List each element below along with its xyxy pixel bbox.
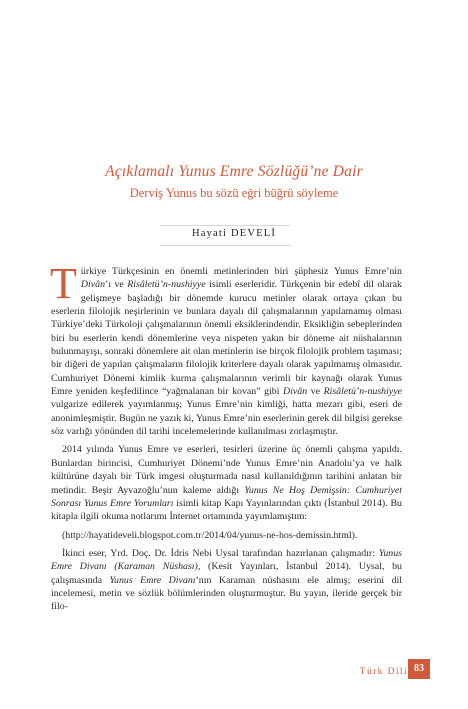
drop-cap: T	[50, 259, 77, 308]
work-title-risale: Risâletü’n-nushiyye	[127, 279, 206, 291]
paragraph-4	[51, 547, 402, 614]
article-title: Açıklamalı Yunus Emre Sözlüğü’ne Dair	[105, 163, 363, 180]
work-title-divan: Divân	[283, 386, 308, 398]
paragraph-3-url: (http://hayatideveli.blogspot.com.tr/2014/04/yunus-ne-hos-demissin.html).	[62, 529, 358, 541]
paragraph-2	[51, 443, 402, 523]
paragraph-2-text: isimli kitap Kapı Yayınlarından çıktı (İstanbul 2014). Bu kitapla ilgili okuma notlarımı İnternet ortamında yayımlamıştım:	[51, 497, 402, 523]
paragraph-1-text: vulgarize edilerek yayımlanmış; Yunus Emre’nin kimliği, hatta mezarı gibi, eseri de anonimleşmiştir. Bugün ne yazık ki, Yunus Emre’nin eserlerinin gerek dil bilgisi gerekse söz varlığı yönünden dil tarihi incelemelerinde kullanılması zorlaşmıştır.	[51, 399, 402, 438]
work-title-divan: Yunus Emre Divanı	[109, 574, 196, 586]
author-name: Hayati DEVELİ	[191, 228, 277, 239]
page-number: 83	[408, 659, 430, 679]
work-title-risale: Risâletü’n-nushiyye	[323, 386, 402, 398]
paragraph-1-text: ve	[307, 386, 324, 398]
book-title-ayvazoglu: Yunus Ne Hoş Demişsin: Cumhuriyet Sonrası Yunus Emre Yorumları	[51, 484, 403, 509]
paragraph-4-text: İkinci eser, Yrd. Doç. Dr. İdris Nebi Uysal tarafından hazırlanan çalışmadır:	[62, 547, 379, 559]
paragraph-2-text: 2014 yılında Yunus Emre ve eserleri, tesirleri üzerine üç önemli çalışma yapıldı. Bunlardan birincisi, Cumhuriyet Dönemi’nde Yunus Emre’nin Anadolu’ya ve halk kültürüne dayalı bir Türk imgesi oluşturmada nasıl kullanıldığının tarihini anlatan bir metindir. Beşir Ayvazoğlu’nun kaleme aldığı	[51, 444, 402, 496]
paragraph-4-text: (Kesit Yayınları, İstanbul 2014). Uysal, bu çalışmasında	[51, 561, 402, 586]
article-subtitle: Derviş Yunus bu sözü eğri büğrü söyleme	[129, 186, 339, 200]
journal-name: Türk Dili	[359, 667, 408, 677]
book-title-uysal: Yunus Emre Divanı (Karaman Nüshası),	[51, 547, 402, 573]
paragraph-1-text: ürkiye Türkçesinin en önemli metinlerinden biri şüphesiz Yunus Emre’nin	[80, 266, 402, 277]
author-rule-top	[160, 225, 290, 226]
paragraph-1-text: ’ı ve	[105, 279, 128, 291]
paragraph-1	[50, 259, 402, 438]
paragraph-4-text: ’nın Karaman nüshasını ele almış; eserini dil incelemesi, metin ve sözlük bölümlerinden oluşturmuştur. Bu yayın, ileride gerçek bir filo-	[51, 574, 403, 613]
author-rule-bottom	[160, 245, 290, 246]
paragraph-1-text: isimli eserleridir. Türkçenin bir edebî dil olarak gelişmeye başladığı bir dönemde kurucu metinler olarak ortaya çıkan bu eserlerin filolojik neşirlerinin ve bunlara dayalı dil çalışmalarının yapılamamış olması Türkiye’deki Türkoloji çalışmalarının önemli eksiklerindendir. Eksikliğin sebeplerinden biri bu eserlerin kendi dönemlerine veya nispeten yakın bir döneme ait nüshalarının bulunmayışı, sonraki dönemlere ait olan metinlerin ise birçok filolojik problem taşıması; bir diğeri de yapılan çalışmaların filolojik kriterlere dayalı olarak yapılmamış olmasıdır. Cumhuriyet Dönemi kimlik kurma çalışmalarının verimli bir kaynağı olarak Yunus Emre yeniden keşfedilince “yağmalanan bir kovan” gibi	[51, 279, 402, 398]
work-title-divan: Divân	[80, 279, 106, 291]
article-body	[50, 259, 403, 614]
